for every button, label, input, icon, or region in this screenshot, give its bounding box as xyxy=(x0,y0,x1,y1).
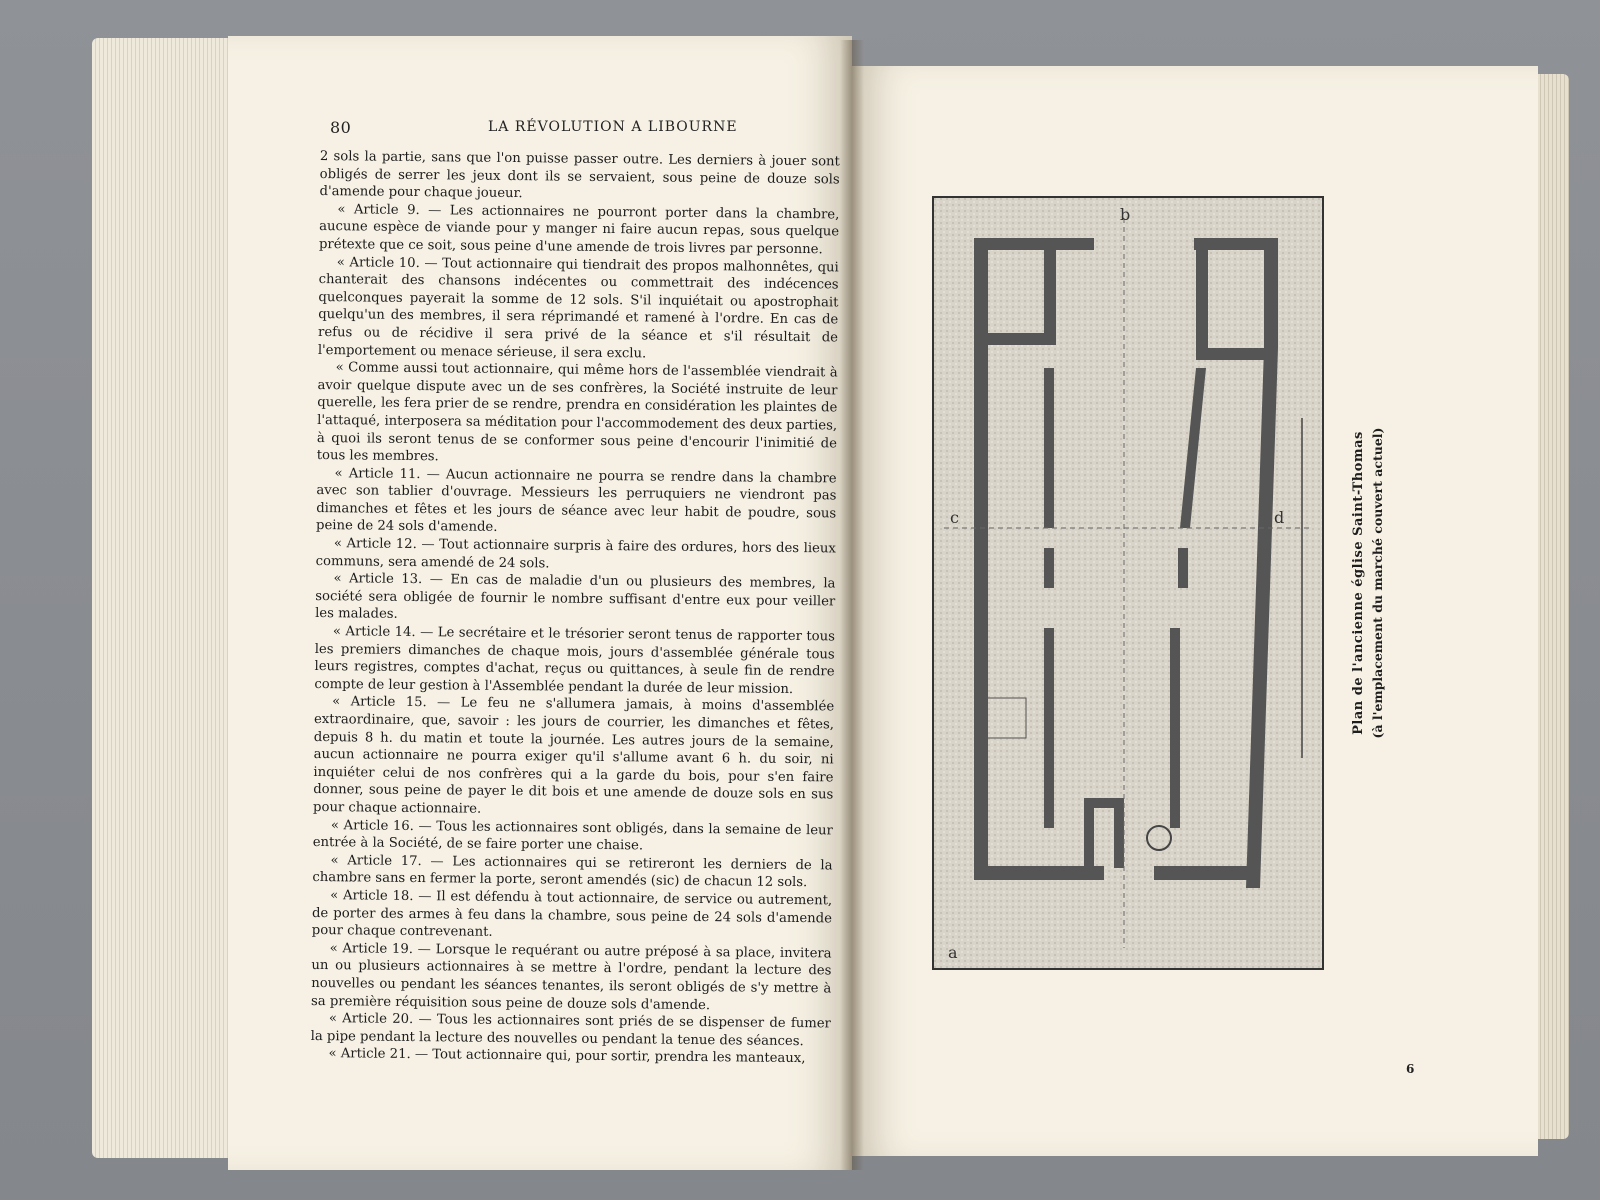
plan-letter-d: d xyxy=(1274,508,1285,527)
plan-letter-a: a xyxy=(948,943,958,962)
paragraph: « Article 17. — Les actionnaires qui se retireront les derniers de la chambre sans en fermer la porte, seront amendés (sic) de chacun 12 sols. xyxy=(312,852,833,891)
plan-letter-b: b xyxy=(1120,205,1131,224)
left-page-edges xyxy=(92,38,242,1158)
paragraph: « Article 10. — Tout actionnaire qui tiendrait des propos malhonnêtes, qui chanterait des chansons indécentes ou commettrait des indécences quelconques payerait la somme de 12 sols. S'il inquiétait ou apostrophait quelqu'un des membres, il sera réprimandé et ramené à l'ordre. En cas de refus ou de récidive il sera privé de la séance et s'il résultait de l'emportement ou menace sérieuse, il sera exclu. xyxy=(317,254,839,361)
right-page xyxy=(852,66,1538,1156)
paragraph: « Article 19. — Lorsque le requérant ou autre préposé à sa place, invitera un ou plusieurs actionnaires à se mettre à l'ordre, pendant la lecture des nouvelles ou pendant les séances tenantes, ils seront obligés de s'y mettre à sa première réquisition sous peine de douze sols d'amende. xyxy=(310,940,832,1013)
paragraph: « Article 13. — En cas de maladie d'un ou plusieurs des membres, la société sera obligée de fournir le nombre suffisant d'entre eux pour veiller les malades. xyxy=(315,571,836,623)
body-text xyxy=(310,148,840,1068)
left-page xyxy=(228,36,852,1170)
paragraph: « Article 20. — Tous les actionnaires sont priés de se dispenser de fumer la pipe pendant la lecture des nouvelles ou pendant la tenue des séances. xyxy=(310,1011,831,1049)
plate-number: 6 xyxy=(1406,1062,1415,1076)
page-number: 80 xyxy=(330,118,352,137)
plate-caption xyxy=(1336,196,1400,970)
paragraph: « Article 16. — Tous les actionnaires sont obligés, dans la semaine de leur entrée à la Société, de se faire porter une chaise. xyxy=(312,817,833,854)
book-gutter xyxy=(840,40,864,1170)
church-floor-plan xyxy=(932,196,1324,970)
paragraph: « Comme aussi tout actionnaire, qui même hors de l'assemblée viendrait à avoir quelque dispute avec un de ses confrères, la Société instruite de leur querelle, les fera prier de se rendre, prendra en considération les plaintes de l'attaqué, interposera sa méditation pour l'accommodement des deux parties, à quoi ils seront tenus de se conformer sous peine d'encourir l'inimitié de tous les membres. xyxy=(316,360,838,465)
running-head: LA RÉVOLUTION A LIBOURNE xyxy=(488,119,738,135)
page-header xyxy=(330,118,840,140)
paragraph: « Article 15. — Le feu ne s'allumera jamais, à moins d'assemblée extraordinaire, que, savoir : les jours de courrier, les dimanches et fêtes, depuis 8 h. du matin et toute la journée. Les autres jours de la semaine, aucun actionnaire ne pourra exiger qu'il s'allume avant 6 h. du soir, ni inquiéter celui de nos confrères qui a la garde du bois, pour s'en faire donner, sous peine de payer le dit bois et une amende de douze sols en sus pour chaque actionnaire. xyxy=(313,694,835,817)
paragraph: « Article 12. — Tout actionnaire surpris à faire des ordures, hors des lieux communs, sera amendé de 24 sols. xyxy=(315,536,836,572)
floor-plan-drawing xyxy=(934,198,1322,968)
caption-subtitle: (à l'emplacement du marché couvert actuel) xyxy=(1370,427,1385,739)
paragraph: « Article 11. — Aucun actionnaire ne pourra se rendre dans la chambre avec son tablier d'ouvrage. Messieurs les perruquiers ne viendront pas dimanches et fêtes et les jours de séance avec leur habit de poudre, sous peine de 24 sols d'amende. xyxy=(315,465,837,536)
paragraph: « Article 9. — Les actionnaires ne pourront porter dans la chambre, aucune espèce de viande pour y manger ni faire aucun repas, sous quelque prétexte que ce soit, sous peine d'une amende de trois livres par personne. xyxy=(318,201,840,258)
paragraph: « Article 21. — Tout actionnaire qui, pour sortir, prendra les manteaux, xyxy=(328,1046,806,1067)
plan-letter-c: c xyxy=(950,508,959,527)
paragraph: 2 sols la partie, sans que l'on puisse passer outre. Les derniers à jouer sont obligés de serrer les jeux dont ils se servaient, sous peine de douze sols d'amende pour chaque joueur. xyxy=(319,148,840,202)
paragraph: « Article 14. — Le secrétaire et le trésorier seront tenus de rapporter tous les premiers dimanches de chaque mois, jours d'assemblée générale tous leurs registres, comptes d'achat, reçus ou quittances, à seule fin de rendre compte de leur gestion à l'Assemblée pendant la durée de leur mission. xyxy=(314,624,835,697)
caption-title: Plan de l'ancienne église Saint-Thomas xyxy=(1351,431,1366,735)
paragraph: « Article 18. — Il est défendu à tout actionnaire, de service ou autrement, de porter des armes à feu dans la chambre, sous peine de 24 sols d'amende pour chaque contrevenant. xyxy=(311,888,833,940)
